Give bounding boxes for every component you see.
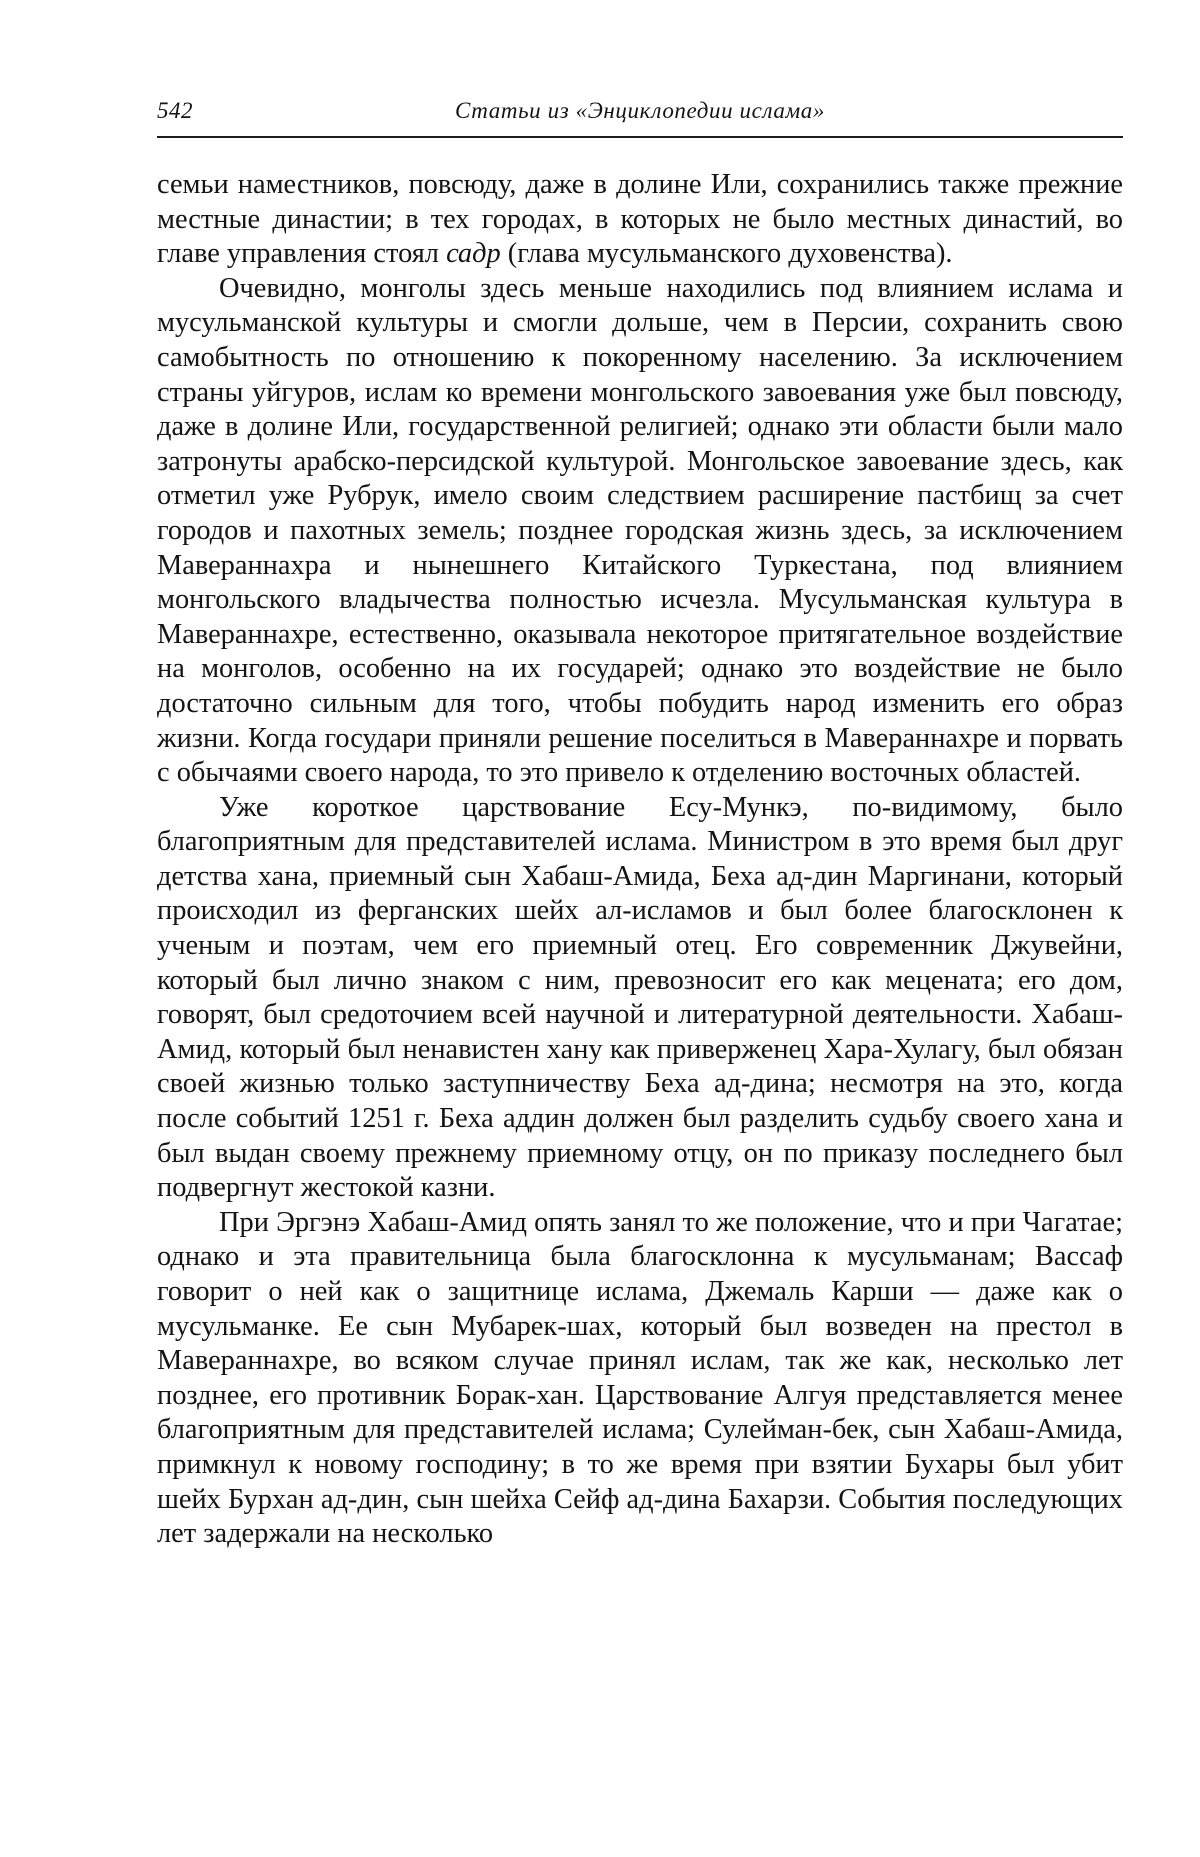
running-title: Статьи из «Энциклопедии ислама» xyxy=(455,98,825,123)
paragraph-3: Уже короткое царствование Есу-Мункэ, по-видимому, было благоприятным для представителей ислама. Министром в это время был друг детства хана, приемный сын Хабаш-Амида, Беха ад-дин Маргинани, который происходил из ферганских шейх ал-исламов и был более благосклонен к ученым и поэтам, чем его приемный отец. Его современник Джувейни, который был лично знаком с ним, превозносит его как мецената; его дом, говорят, был средоточием всей научной и литературной деятельности. Хабаш-Амид, который был ненавистен хану как приверженец Хара-Хулагу, был обязан своей жизнью только заступничеству Беха ад-дина; несмотря на это, когда после событий 1251 г. Беха аддин должен был разделить судьбу своего хана и был выдан своему прежнему приемному отцу, он по приказу последнего был подвергнут жестокой казни. xyxy=(157,791,1123,1204)
paragraph-1-term-sadr: садр xyxy=(446,238,501,270)
paragraph-1-text-before: семьи наместников, повсюду, даже в долине Или, сохранились также прежние местные династии; в тех городах, в которых не было местных династий, во главе управления стоял xyxy=(157,169,1123,270)
page-number: 542 xyxy=(157,98,193,123)
paragraph-1 xyxy=(157,168,1123,272)
paragraph-4: При Эргэнэ Хабаш-Амид опять занял то же положение, что и при Чагатае; однако и эта правительница была благосклонна к мусульманам; Вассаф говорит о ней как о защитнице ислама, Джемаль Карши — даже как о мусульманке. Ее сын Мубарек-шах, который был возведен на престол в Мавераннахре, во всяком случае принял ислам, так же как, несколько лет позднее, его противник Борак-хан. Царствование Алгуя представляется менее благоприятным для представителей ислама; Сулейман-бек, сын Хабаш-Амида, примкнул к новому господину; в то же время при взятии Бухары был убит шейх Бурхан ад-дин, сын шейха Сейф ад-дина Бахарзи. События последующих лет задержали на несколько xyxy=(157,1206,1123,1550)
header-rule xyxy=(157,136,1123,138)
paragraph-2: Очевидно, монголы здесь меньше находились под влиянием ислама и мусульманской культуры и смогли дольше, чем в Персии, сохранить свою самобытность по отношению к покоренному населению. За исключением страны уйгуров, ислам ко времени монгольского завоевания уже был повсюду, даже в долине Или, государственной религией; однако эти области были мало затронуты арабско-персидской культурой. Монгольское завоевание здесь, как отметил уже Рубрук, имело своим следствием расширение пастбищ за счет городов и пахотных земель; позднее городская жизнь здесь, за исключением Мавераннахра и нынешнего Китайского Туркестана, под влиянием монгольского владычества полностью исчезла. Мусульманская культура в Мавераннахре, естественно, оказывала некоторое притягательное воздействие на монголов, особенно на их государей; однако это воздействие не было достаточно сильным для того, чтобы побудить народ изменить его образ жизни. Когда государи приняли решение поселиться в Мавераннахре и порвать с обычаями своего народа, то это привело к отделению восточных областей. xyxy=(157,272,1123,789)
running-head xyxy=(157,98,1123,132)
body-text xyxy=(157,168,1123,1552)
paragraph-1-text-after: (глава мусульманского духовенства). xyxy=(500,238,953,270)
